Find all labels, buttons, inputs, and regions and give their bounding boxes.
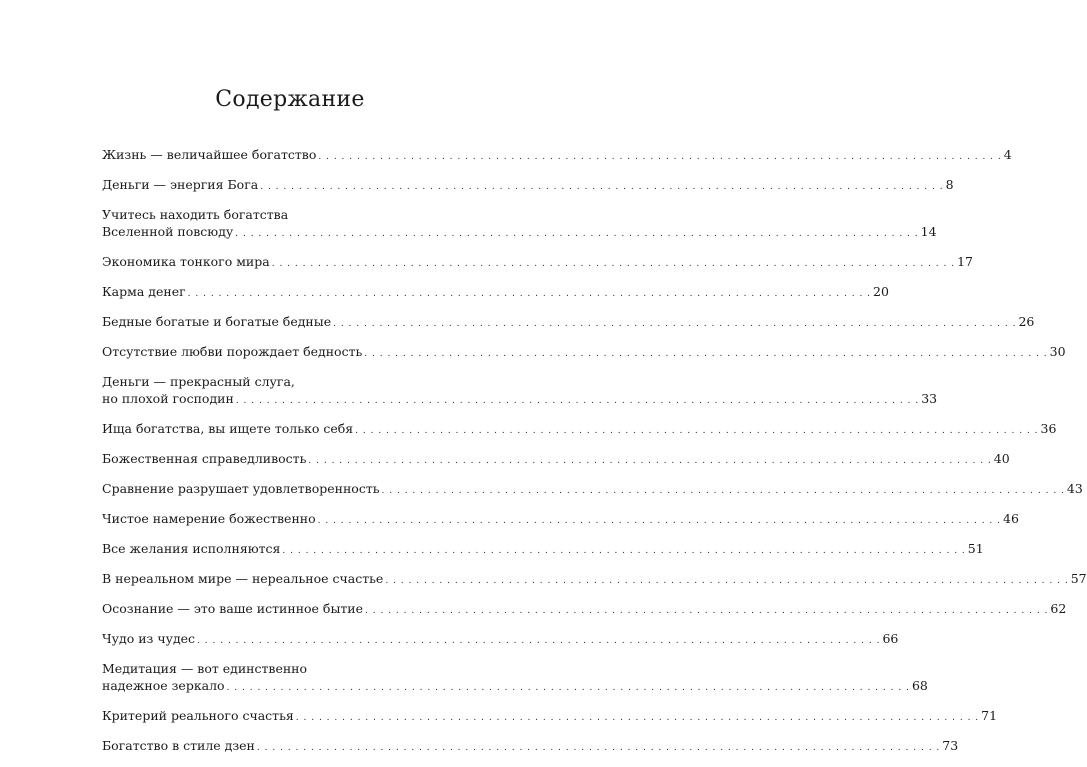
toc-entry-row: [102, 146, 1012, 166]
toc-entry-row: [102, 570, 1087, 590]
toc-entry-row: [102, 707, 998, 727]
dot-leader: . . . . . . . . . . . . . . . . . . . . . . . . . . . . . . . . . . . . . . . . . . . . . . . . . . . . . . . . . . . . . . . . . . . . . . . . . . . . . . . . . . . . . . . . .: [226, 683, 910, 693]
toc-entry-title: Вселенной повсюду: [102, 224, 234, 239]
dot-leader: . . . . . . . . . . . . . . . . . . . . . . . . . . . . . . . . . . . . . . . . . . . . . . . . . . . . . . . . . . . . . . . . . . . . . . . . . . . . . . . . . . . . . . . . .: [333, 319, 1017, 329]
toc-page-number: 4: [1003, 147, 1012, 162]
toc-entry: [102, 373, 938, 410]
toc-entry: [102, 630, 899, 650]
toc-entry-row: [102, 510, 1019, 530]
toc-page-number: 43: [1066, 481, 1083, 496]
toc-page-number: 8: [945, 177, 954, 192]
toc-entry-title: Чудо из чудес: [102, 631, 196, 646]
toc-entry-title-line1: Деньги — прекрасный слуга,: [102, 374, 295, 389]
toc-page-number: 33: [921, 391, 938, 406]
toc-page-number: 17: [957, 254, 973, 269]
dot-leader: . . . . . . . . . . . . . . . . . . . . . . . . . . . . . . . . . . . . . . . . . . . . . . . . . . . . . . . . . . . . . . . . . . . . . . . . . . . . . . . . . . . . . . . . .: [235, 229, 919, 239]
toc-entry-row: [102, 600, 1067, 620]
toc-entry: [102, 283, 889, 303]
dot-leader: . . . . . . . . . . . . . . . . . . . . . . . . . . . . . . . . . . . . . . . . . . . . . . . . . . . . . . . . . . . . . . . . . . . . . . . . . . . . . . . . . . . . . . . . .: [308, 456, 992, 466]
toc-page-number: 40: [993, 451, 1010, 466]
toc-page-number: 73: [942, 738, 959, 753]
dot-leader: . . . . . . . . . . . . . . . . . . . . . . . . . . . . . . . . . . . . . . . . . . . . . . . . . . . . . . . . . . . . . . . . . . . . . . . . . . . . . . . . . . . . . . . . .: [381, 486, 1065, 496]
toc-entry-title: Осознание — это ваше истинное бытие: [102, 601, 364, 616]
dot-leader: . . . . . . . . . . . . . . . . . . . . . . . . . . . . . . . . . . . . . . . . . . . . . . . . . . . . . . . . . . . . . . . . . . . . . . . . . . . . . . . . . . . . . . . . .: [365, 606, 1049, 616]
toc-entry-row: [102, 176, 954, 196]
toc-page-number: 20: [873, 284, 889, 299]
toc-entry: [102, 176, 954, 196]
toc-entry: [102, 737, 959, 757]
toc-page-number: 46: [1003, 511, 1019, 526]
dot-leader: . . . . . . . . . . . . . . . . . . . . . . . . . . . . . . . . . . . . . . . . . . . . . . . . . . . . . . . . . . . . . . . . . . . . . . . . . . . . . . . . . . . . . . . . .: [260, 182, 944, 192]
toc-page-number: 26: [1018, 314, 1035, 329]
dot-leader: . . . . . . . . . . . . . . . . . . . . . . . . . . . . . . . . . . . . . . . . . . . . . . . . . . . . . . . . . . . . . . . . . . . . . . . . . . . . . . . . . . . . . . . . .: [271, 259, 956, 269]
toc-entry-row: [102, 677, 928, 697]
toc-entry-row: [102, 630, 899, 650]
dot-leader: . . . . . . . . . . . . . . . . . . . . . . . . . . . . . . . . . . . . . . . . . . . . . . . . . . . . . . . . . . . . . . . . . . . . . . . . . . . . . . . . . . . . . . . . .: [295, 713, 980, 723]
dot-leader: . . . . . . . . . . . . . . . . . . . . . . . . . . . . . . . . . . . . . . . . . . . . . . . . . . . . . . . . . . . . . . . . . . . . . . . . . . . . . . . . . . . . . . . . .: [187, 289, 872, 299]
toc-entry-title: Бедные богатые и богатые бедные: [102, 314, 332, 329]
toc-entry-row: [102, 253, 973, 273]
page-title: Содержание: [215, 86, 365, 112]
dot-leader: . . . . . . . . . . . . . . . . . . . . . . . . . . . . . . . . . . . . . . . . . . . . . . . . . . . . . . . . . . . . . . . . . . . . . . . . . . . . . . . . . . . . . . . . .: [282, 546, 966, 556]
toc-entry: [102, 146, 1012, 166]
toc-entry-row: [102, 737, 959, 757]
toc-entry: [102, 660, 928, 697]
toc-entry-row: [102, 420, 1057, 440]
toc-entry-title: Карма денег: [102, 284, 186, 299]
dot-leader: . . . . . . . . . . . . . . . . . . . . . . . . . . . . . . . . . . . . . . . . . . . . . . . . . . . . . . . . . . . . . . . . . . . . . . . . . . . . . . . . . . . . . . . . .: [385, 576, 1069, 586]
table-of-contents: [102, 146, 1087, 767]
toc-entry-title-line1: Учитесь находить богатства: [102, 207, 289, 222]
toc-page-number: 62: [1050, 601, 1067, 616]
toc-entry-title: Сравнение разрушает удовлетворенность: [102, 481, 380, 496]
toc-entry: [102, 343, 1066, 363]
toc-page-number: 14: [920, 224, 937, 239]
toc-page-number: 36: [1040, 421, 1057, 436]
toc-page-number: 71: [981, 708, 998, 723]
toc-entry-title: Отсутствие любви порождает бедность: [102, 344, 363, 359]
toc-page-number: 51: [967, 541, 984, 556]
toc-entry: [102, 313, 1035, 333]
toc-entry: [102, 480, 1083, 500]
toc-entry-title: Все желания исполняются: [102, 541, 281, 556]
toc-page-number: 30: [1049, 344, 1066, 359]
toc-entry-title: Божественная справедливость: [102, 451, 307, 466]
toc-entry-title: Деньги — энергия Бога: [102, 177, 259, 192]
toc-entry: [102, 450, 1010, 470]
toc-entry-row: [102, 313, 1035, 333]
dot-leader: . . . . . . . . . . . . . . . . . . . . . . . . . . . . . . . . . . . . . . . . . . . . . . . . . . . . . . . . . . . . . . . . . . . . . . . . . . . . . . . . . . . . . . . . .: [235, 396, 920, 406]
toc-entry-title: В нереальном мире — нереальное счастье: [102, 571, 384, 586]
toc-page-number: 68: [911, 678, 928, 693]
toc-entry-row: [102, 390, 938, 410]
dot-leader: . . . . . . . . . . . . . . . . . . . . . . . . . . . . . . . . . . . . . . . . . . . . . . . . . . . . . . . . . . . . . . . . . . . . . . . . . . . . . . . . . . . . . . . . .: [318, 152, 1002, 162]
toc-entry-title: Ища богатства, вы ищете только себя: [102, 421, 354, 436]
toc-entry-row: [102, 480, 1083, 500]
toc-entry-title: Экономика тонкого мира: [102, 254, 270, 269]
toc-entry: [102, 510, 1019, 530]
toc-entry-row: [102, 540, 984, 560]
toc-entry-title: Жизнь — величайшее богатство: [102, 147, 317, 162]
toc-entry: [102, 253, 973, 273]
dot-leader: . . . . . . . . . . . . . . . . . . . . . . . . . . . . . . . . . . . . . . . . . . . . . . . . . . . . . . . . . . . . . . . . . . . . . . . . . . . . . . . . . . . . . . . . .: [256, 743, 941, 753]
toc-entry-title: но плохой господин: [102, 391, 234, 406]
toc-entry-title: Богатство в стиле дзен: [102, 738, 255, 753]
toc-entry-title: Критерий реального счастья: [102, 708, 294, 723]
toc-entry-row: [102, 343, 1066, 363]
toc-page-number: 66: [882, 631, 899, 646]
toc-entry: [102, 570, 1087, 590]
toc-entry-row: [102, 283, 889, 303]
toc-entry-title-line1: Медитация — вот единственно: [102, 661, 308, 676]
toc-entry: [102, 600, 1067, 620]
toc-entry-title: надежное зеркало: [102, 678, 225, 693]
toc-page-number: 57: [1070, 571, 1087, 586]
dot-leader: . . . . . . . . . . . . . . . . . . . . . . . . . . . . . . . . . . . . . . . . . . . . . . . . . . . . . . . . . . . . . . . . . . . . . . . . . . . . . . . . . . . . . . . . .: [197, 636, 881, 646]
toc-entry: [102, 206, 937, 243]
toc-entry-title: Чистое намерение божественно: [102, 511, 316, 526]
dot-leader: . . . . . . . . . . . . . . . . . . . . . . . . . . . . . . . . . . . . . . . . . . . . . . . . . . . . . . . . . . . . . . . . . . . . . . . . . . . . . . . . . . . . . . . . .: [364, 349, 1048, 359]
dot-leader: . . . . . . . . . . . . . . . . . . . . . . . . . . . . . . . . . . . . . . . . . . . . . . . . . . . . . . . . . . . . . . . . . . . . . . . . . . . . . . . . . . . . . . . . .: [355, 426, 1039, 436]
toc-entry: [102, 707, 998, 727]
toc-entry: [102, 540, 984, 560]
toc-entry-row: [102, 450, 1010, 470]
toc-entry-row: [102, 223, 937, 243]
dot-leader: . . . . . . . . . . . . . . . . . . . . . . . . . . . . . . . . . . . . . . . . . . . . . . . . . . . . . . . . . . . . . . . . . . . . . . . . . . . . . . . . . . . . . . . . .: [317, 516, 1002, 526]
toc-entry: [102, 420, 1057, 440]
